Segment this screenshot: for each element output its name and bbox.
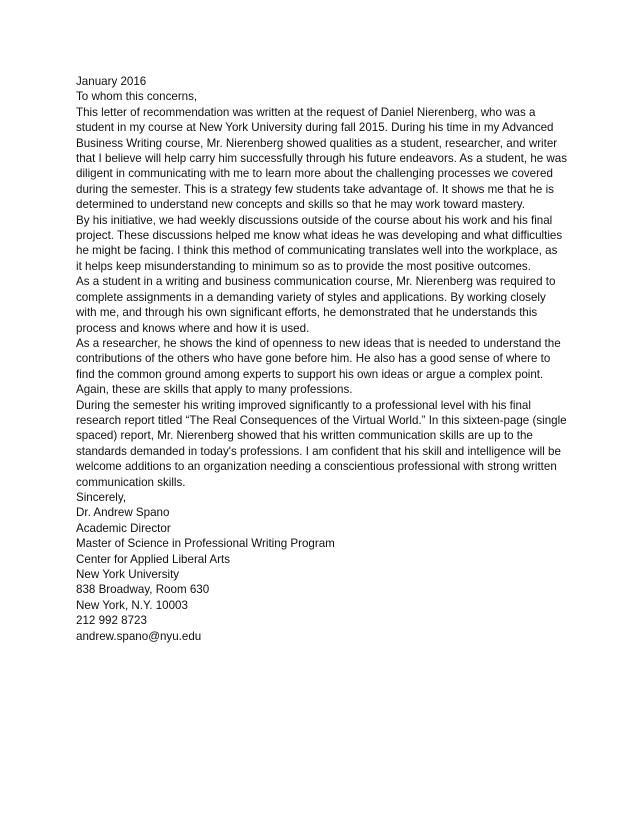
email-address: andrew.spano@nyu.edu xyxy=(76,629,202,643)
text-line: process and knows where and how it is used. xyxy=(76,321,310,335)
text-line: During the semester his writing improved significantly to a professional level with his final xyxy=(76,398,531,412)
text-line: research report titled “The Real Consequences of the Virtual World.” In this sixteen-page (single xyxy=(76,413,567,427)
signer-university: New York University xyxy=(76,568,180,581)
text-line: during the semester. This is a strategy few students take advantage of. It shows me that he is xyxy=(76,182,554,196)
text-line: By his initiative, we had weekly discussions outside of the course about his work and his final xyxy=(76,213,553,227)
text-line: spaced) report, Mr. Nierenberg showed that his written communication skills are up to the xyxy=(76,429,533,443)
text-line: standards demanded in today's professions. I am confident that his skill and intelligence will be xyxy=(76,444,561,458)
paragraph-student xyxy=(76,274,576,336)
paragraph-researcher xyxy=(76,336,576,398)
salutation: To whom this concerns, xyxy=(76,90,198,104)
address-city: New York, N.Y. 10003 xyxy=(76,598,188,612)
text-line: Again, these are skills that apply to many professions. xyxy=(76,383,353,397)
text-line: As a student in a writing and business communication course, Mr. Nierenberg was required to xyxy=(76,275,556,289)
text-line: it helps keep misunderstanding to minimum so as to provide the most positive outcomes. xyxy=(76,259,531,273)
recommendation-letter xyxy=(76,74,576,644)
text-line: student in my course at New York University during fall 2015. During his time in my Advanced xyxy=(76,121,554,135)
text-line: contributions of the others who have gone before him. He also has a good sense of where to xyxy=(76,352,551,366)
text-line: welcome additions to an organization needing a conscientious professional with strong written xyxy=(76,460,557,474)
text-line: Business Writing course, Mr. Nierenberg showed qualities as a student, researcher, and writer xyxy=(76,136,558,150)
address-street: 838 Broadway, Room 630 xyxy=(76,583,210,597)
signer-title: Academic Director xyxy=(76,521,171,535)
paragraph-introduction xyxy=(76,105,576,213)
closing: Sincerely, xyxy=(76,490,127,504)
text-line: communication skills. xyxy=(76,475,186,489)
phone-number: 212 992 8723 xyxy=(76,614,147,628)
text-line: As a researcher, he shows the kind of openness to new ideas that is needed to understand the xyxy=(76,336,561,350)
signature-block xyxy=(76,505,576,644)
text-line: project. These discussions helped me know what ideas he was developing and what difficulties xyxy=(76,229,563,243)
signer-program: Master of Science in Professional Writing Program xyxy=(76,537,335,551)
paragraph-writing xyxy=(76,398,576,490)
signer-center: Center for Applied Liberal Arts xyxy=(76,552,231,566)
text-line: that I believe will help carry him successfully through his future endeavors. As a student, he was xyxy=(76,152,568,166)
text-line: he might be facing. I think this method of communicating translates well into the workplace, as xyxy=(76,244,558,258)
text-line: complete assignments in a demanding variety of styles and applications. By working closely xyxy=(76,290,546,304)
text-line: find the common ground among experts to support his own ideas or argue a complex point. xyxy=(76,367,544,381)
paragraph-initiative xyxy=(76,213,576,275)
text-line: diligent in communicating with me to learn more about the challenging processes we covered xyxy=(76,167,553,181)
letter-date: January 2016 xyxy=(76,75,147,88)
signer-name: Dr. Andrew Spano xyxy=(76,506,170,520)
text-line: determined to understand new concepts and skills so that he may work toward mastery. xyxy=(76,198,525,212)
text-line: This letter of recommendation was written at the request of Daniel Nierenberg, who was a xyxy=(76,105,536,119)
text-line: with me, and through his own significant efforts, he demonstrated that he understands this xyxy=(76,306,538,320)
